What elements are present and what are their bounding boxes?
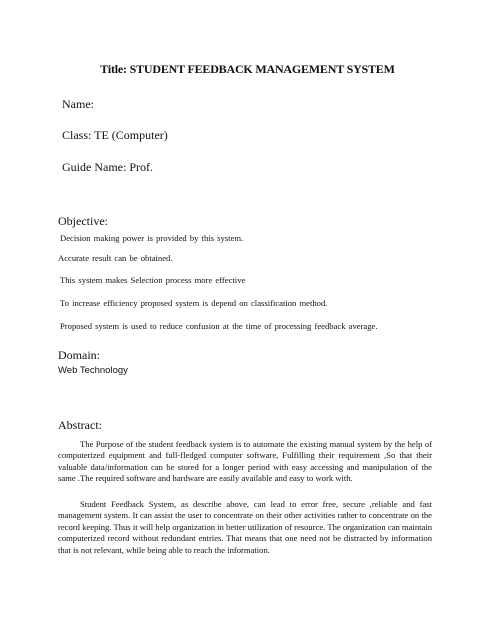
abstract-paragraph: Student Feedback System, as describe above, can lead to error free, secure ,reliable and fast management system. It can assist the user to concentrate on their other activities rather to concentrate on the record keeping. Thus it will help organization in better utilization of resource. The organization can maintain computerized record without redundant entries. That means that one need not be distracted by information that is not relevant, while being able to reach the information.: [58, 499, 432, 555]
name-field: Name:: [62, 97, 94, 111]
guide-name-field: Guide Name: Prof.: [62, 160, 153, 174]
domain-value: Web Technology: [58, 365, 128, 376]
objective-item: To increase efficiency proposed system is depend on classification method.: [60, 298, 328, 308]
objective-item: This system makes Selection process more effective: [60, 275, 246, 285]
document-title: Title: STUDENT FEEDBACK MANAGEMENT SYSTEM: [100, 62, 395, 76]
objective-item: Decision making power is provided by this system.: [60, 233, 244, 243]
abstract-paragraph: The Purpose of the student feedback system is to automate the existing manual system by the help of computerized equipment and full-fledged computer software, Fulfilling their requirement ,So that their valuable data/information can be stored for a longer period with easy accessing and manipulation of the same .The required software and hardware are easily available and easy to work with.: [58, 439, 432, 484]
class-field: Class: TE (Computer): [62, 128, 168, 142]
domain-heading: Domain:: [58, 348, 100, 362]
objective-item: Proposed system is used to reduce confusion at the time of processing feedback average.: [60, 321, 378, 331]
objective-heading: Objective:: [58, 214, 108, 228]
abstract-heading: Abstract:: [58, 418, 102, 432]
objective-item: Accurate result can be obtained.: [58, 253, 173, 263]
